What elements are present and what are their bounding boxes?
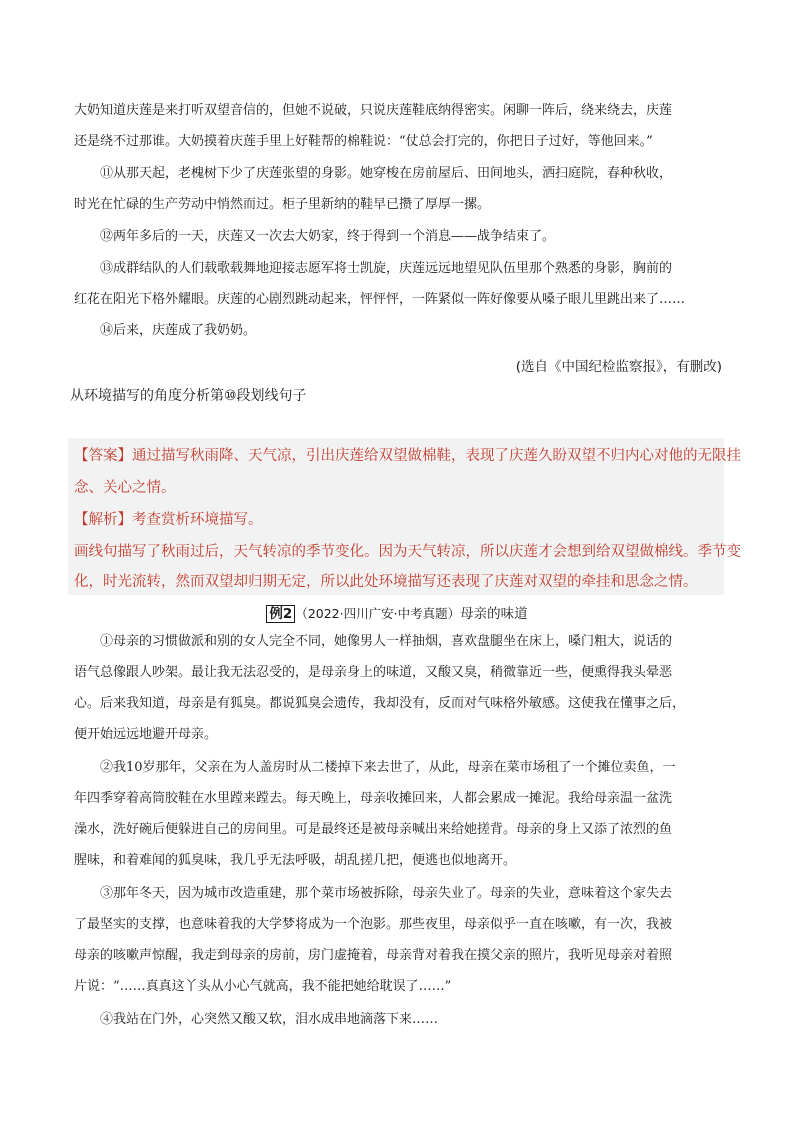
analysis-line: 化，时光流转，然而双望却归期无定，所以此处环境描写还表现了庆莲对双望的牵挂和思念之情。 bbox=[74, 574, 698, 590]
passage-line: ⑪从那天起，老槐树下少了庆莲张望的身影。她穿梭在房前屋后、田间地头，洒扫庭院，春种秋收， bbox=[100, 166, 673, 181]
passage-source: (选自《中国纪检监察报》，有删改) bbox=[515, 359, 722, 375]
analysis-line bbox=[74, 511, 263, 529]
passage-line: 便开始远远地避开母亲。 bbox=[74, 727, 218, 742]
passage-line: 心。后来我知道，母亲是有狐臭。都说狐臭会遗传，我却没有，反而对气味格外敏感。这使我在懂事之后， bbox=[74, 696, 686, 711]
analysis-tag: 【解析】 bbox=[74, 512, 132, 528]
passage-line: 澡水，洗好碗后便躲进自己的房间里。可是最终还是被母亲喊出来给她搓背。母亲的身上又添了浓烈的鱼 bbox=[74, 822, 673, 837]
example-header bbox=[0, 602, 794, 622]
passage-line: ⑭后来，庆莲成了我奶奶。 bbox=[100, 323, 257, 338]
analysis-line: 画线句描写了秋雨过后，天气转凉的季节变化。因为天气转凉，所以庆莲才会想到给双望做棉线。季节变 bbox=[74, 544, 741, 560]
passage-line: 年四季穿着高筒胶鞋在水里蹚来蹚去。每天晚上，母亲收摊回来，人都会累成一摊泥。我给母亲温一盆洗 bbox=[74, 791, 673, 806]
passage-line: 片说：“……真真这丫头从小心气就高，我不能把她给耽误了……” bbox=[74, 979, 452, 994]
answer-line bbox=[74, 447, 741, 465]
question-text: 从环境描写的角度分析第⑩段划线句子 bbox=[70, 388, 307, 404]
example-label: 例2 bbox=[266, 605, 295, 623]
passage-line: ④我站在门外，心突然又酸又软，泪水成串地滴落下来…… bbox=[100, 1012, 439, 1027]
passage-line: 母亲的咳嗽声惊醒，我走到母亲的房前，房门虚掩着，母亲背对着我在摸父亲的照片，我听见母亲对着照 bbox=[74, 948, 673, 963]
passage-line: 还是绕不过那谁。大奶摸着庆莲手里上好鞋帮的棉鞋说：“仗总会打完的，你把日子过好，等他回来。” bbox=[74, 134, 653, 149]
passage-line: 红花在阳光下格外耀眼。庆莲的心剧烈跳动起来，怦怦怦，一阵紧似一阵好像要从嗓子眼儿里跳出来了…… bbox=[74, 292, 686, 307]
example-title: 母亲的味道 bbox=[460, 606, 528, 622]
answer-text: 通过描写秋雨降、天气凉，引出庆莲给双望做棉鞋，表现了庆莲久盼双望不归内心对他的无限挂 bbox=[132, 448, 741, 464]
passage-line: 了最坚实的支撑，也意味着我的大学梦将成为一个泡影。那些夜里，母亲似乎一直在咳嗽，有一次，我被 bbox=[74, 917, 673, 932]
passage-line: 时光在忙碌的生产劳动中悄然而过。柜子里新纳的鞋早已攒了厚厚一摞。 bbox=[74, 197, 491, 212]
answer-line: 念、关心之情。 bbox=[74, 480, 176, 496]
passage-line: ②我10岁那年，父亲在为人盖房时从二楼掉下来去世了，从此，母亲在菜市场租了一个摊位卖鱼，一 bbox=[100, 760, 676, 775]
passage-line: ⑬成群结队的人们载歌载舞地迎接志愿军将士凯旋，庆莲远远地望见队伍里那个熟悉的身影，胸前的 bbox=[100, 261, 673, 276]
passage-line: ⑫两年多后的一天，庆莲又一次去大奶家，终于得到一个消息——战争结束了。 bbox=[100, 229, 556, 244]
passage-line: ①母亲的习惯做派和别的女人完全不同，她像男人一样抽烟，喜欢盘腿坐在床上，嗓门粗大，说话的 bbox=[100, 634, 673, 649]
passage-line: 语气总像跟人吵架。最让我无法忍受的，是母亲身上的味道，又酸又臭，稍微靠近一些，便熏得我头晕恶 bbox=[74, 665, 673, 680]
answer-tag: 【答案】 bbox=[74, 448, 132, 464]
example-source: （2022·四川广安·中考真题） bbox=[295, 606, 461, 621]
passage-line: 大奶知道庆莲是来打听双望音信的，但她不说破，只说庆莲鞋底纳得密实。闲聊一阵后，绕来绕去，庆莲 bbox=[74, 103, 673, 118]
analysis-text: 考查赏析环境描写。 bbox=[132, 512, 263, 528]
passage-line: 腥味，和着难闻的狐臭味，我几乎无法呼吸，胡乱搓几把，便逃也似地离开。 bbox=[74, 853, 517, 868]
passage-line: ③那年冬天，因为城市改造重建，那个菜市场被拆除，母亲失业了。母亲的失业，意味着这个家失去 bbox=[100, 886, 673, 901]
